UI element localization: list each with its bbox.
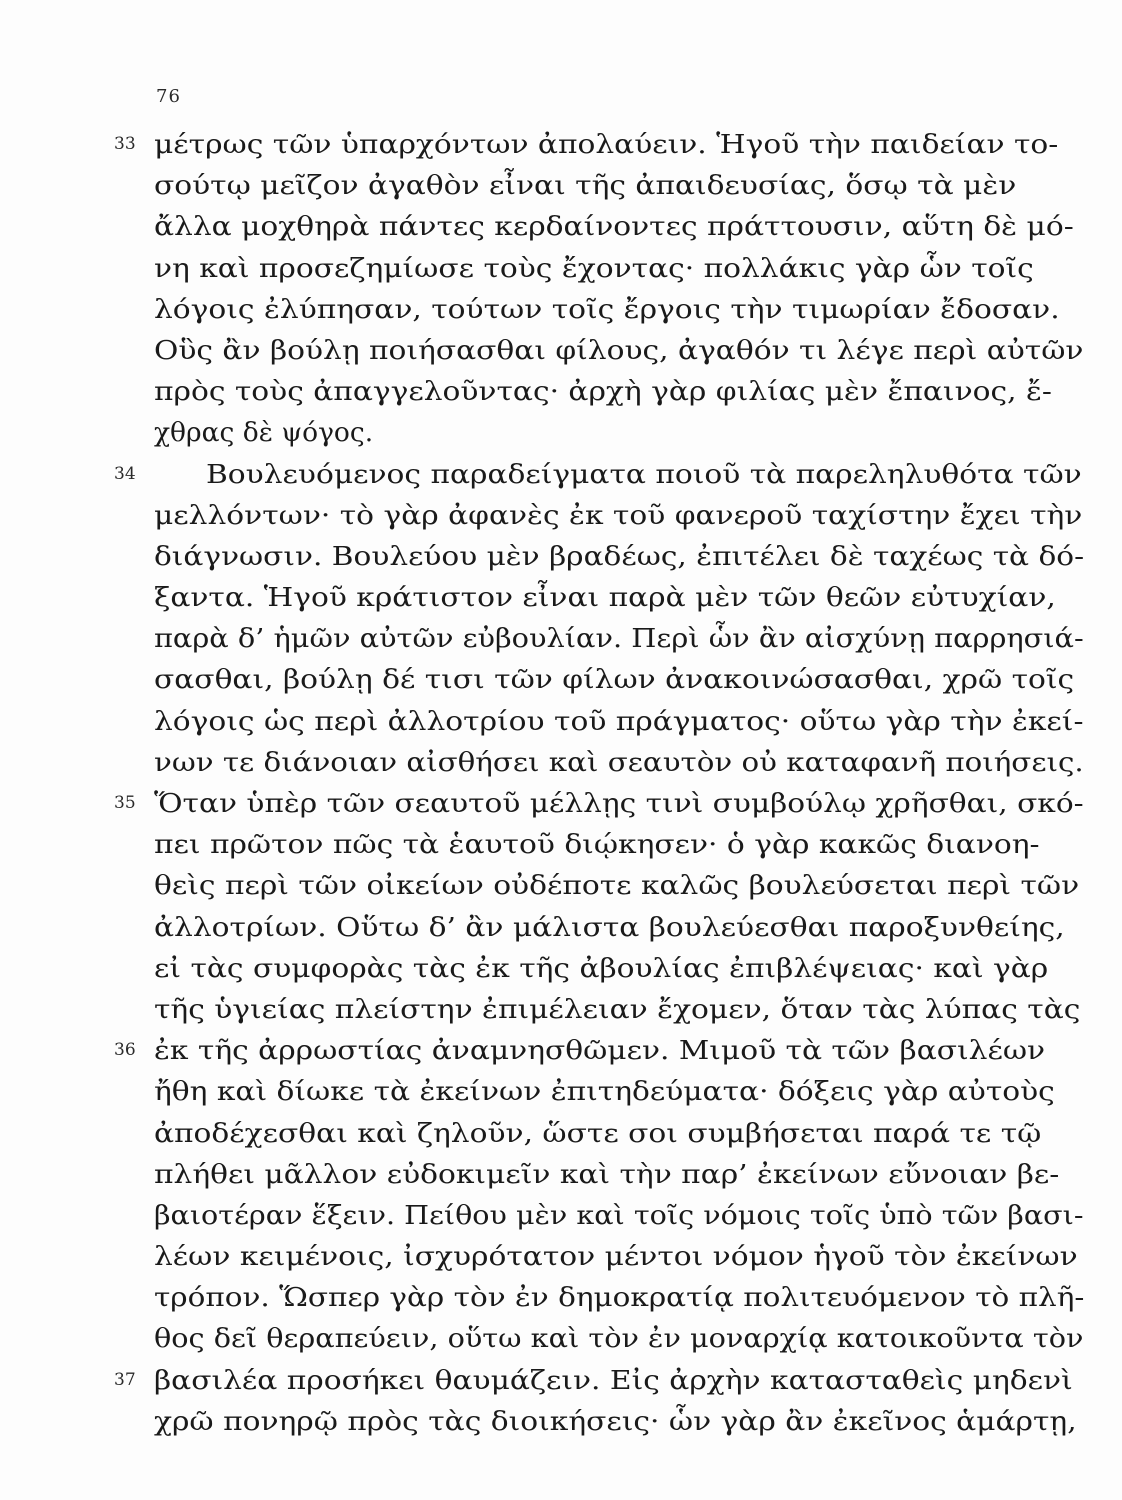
line-text: λόγοις ὡς περὶ ἀλλοτρίου τοῦ πράγματος· οὕτω γὰρ τὴν ἐκεί- [154,705,1084,737]
line-text: εἰ τὰς συμφορὰς τὰς ἐκ τῆς ἀβουλίας ἐπιβλέψειας· καὶ γὰρ [154,952,1049,984]
text-line [154,330,1084,371]
text-line [154,1318,1084,1359]
line-text: χρῶ πονηρῷ πρὸς τὰς διοικήσεις· ὧν γὰρ ἂν ἐκεῖνος ἁμάρτῃ, [154,1405,1077,1437]
line-text: σασθαι, βούλῃ δέ τισι τῶν φίλων ἀνακοινώσασθαι, χρῶ τοῖς [154,664,1075,696]
text-line [154,248,1084,289]
text-line [154,948,1084,989]
line-text: παρὰ δ’ ἡμῶν αὐτῶν εὐβουλίαν. Περὶ ὧν ἂν αἰσχύνῃ παρρησιά- [154,623,1084,655]
page-number: 76 [156,86,181,107]
line-text: Ὅταν ὑπὲρ τῶν σεαυτοῦ μέλλῃς τινὶ συμβούλῳ χρῆσθαι, σκό- [154,788,1084,819]
line-text: Βουλευόμενος παραδείγματα ποιοῦ τὰ παρεληλυθότα τῶν [206,458,1082,490]
line-text: πλήθει μᾶλλον εὐδοκιμεῖν καὶ τὴν παρ’ ἐκείνων εὔνοιαν βε- [154,1158,1060,1190]
section-number: 34 [114,463,136,484]
text-line [114,124,1084,165]
line-text: λόγοις ἐλύπησαν, τούτων τοῖς ἔργοις τὴν τιμωρίαν ἔδοσαν. [154,293,1060,325]
text-line [154,1071,1084,1112]
line-text: ξαντα. Ἡγοῦ κράτιστον εἶναι παρὰ μὲν τῶν θεῶν εὐτυχίαν, [154,582,1056,614]
section-number: 33 [114,134,136,154]
line-text: τρόπον. Ὥσπερ γὰρ τὸν ἐν δημοκρατίᾳ πολιτευόμενον τὸ πλῆ- [154,1282,1085,1314]
line-text: βασιλέα προσήκει θαυμάζειν. Εἰς ἀρχὴν κατασταθεὶς μηδενὶ [154,1364,1073,1396]
text-line [154,1154,1084,1195]
section-number: 37 [114,1369,136,1390]
text-line [154,907,1084,948]
line-text: νων τε διάνοιαν αἰσθήσει καὶ σεαυτὸν οὐ καταφανῆ ποιήσεις. [154,746,1084,778]
line-text: νη καὶ προσεζημίωσε τοὺς ἔχοντας· πολλάκις γὰρ ὧν τοῖς [154,252,1034,284]
line-text: ἤθη καὶ δίωκε τὰ ἐκείνων ἐπιτηδεύματα· δόξεις γὰρ αὐτοὺς [154,1076,1055,1108]
line-text: τῆς ὑγιείας πλείστην ἐπιμέλειαν ἔχομεν, ὅταν τὰς λύπας τὰς [154,993,1081,1025]
line-text: ἐκ τῆς ἀρρωστίας ἀναμνησθῶμεν. Μιμοῦ τὰ τῶν βασιλέων [154,1035,1046,1067]
text-line [154,1277,1084,1318]
text-line [154,289,1084,330]
text-line [154,618,1084,659]
text-line [154,659,1084,700]
line-text: ἀποδέχεσθαι καὶ ζηλοῦν, ὥστε σοι συμβήσεται παρά τε τῷ [154,1117,1042,1149]
text-line [154,1236,1084,1277]
line-text: χθρας δὲ ψόγος. [154,417,374,449]
text-line [114,1030,1084,1071]
text-line [154,1195,1084,1236]
line-text: μέτρως τῶν ὑπαρχόντων ἀπολαύειν. Ἡγοῦ τὴν παιδείαν το- [154,129,1059,160]
greek-text-body [114,124,1085,1442]
text-line [154,165,1084,206]
text-line [154,1113,1084,1154]
text-line [154,495,1084,536]
text-line [154,824,1084,865]
line-text: διάγνωσιν. Βουλεύου μὲν βραδέως, ἐπιτέλει δὲ ταχέως τὰ δό- [154,540,1085,572]
line-text: λέων κειμένοις, ἰσχυρότατον μέντοι νόμον ἡγοῦ τὸν ἐκείνων [154,1241,1078,1273]
text-line [154,577,1084,618]
line-text: θος δεῖ θεραπεύειν, οὕτω καὶ τὸν ἐν μοναρχίᾳ κατοικοῦντα τὸν [154,1323,1084,1355]
text-line [154,536,1084,577]
text-line [154,989,1084,1030]
text-line [154,412,1084,453]
line-text: σούτῳ μεῖζον ἀγαθὸν εἶναι τῆς ἀπαιδευσίας, ὅσῳ τὰ μὲν [154,170,1017,202]
text-line [154,701,1084,742]
text-line [114,783,1084,824]
text-line [154,1401,1084,1442]
line-text: ἀλλοτρίων. Οὕτω δ’ ἂν μάλιστα βουλεύεσθαι παροξυνθείης, [154,911,1065,943]
line-text: πρὸς τοὺς ἀπαγγελοῦντας· ἀρχὴ γὰρ φιλίας μὲν ἔπαινος, ἔ- [154,376,1052,408]
text-line [114,454,1084,495]
line-text: θεὶς περὶ τῶν οἰκείων οὐδέποτε καλῶς βουλεύσεται περὶ τῶν [154,870,1080,902]
text-line [154,865,1084,906]
line-text: πει πρῶτον πῶς τὰ ἑαυτοῦ διῴκησεν· ὁ γὰρ κακῶς διανοη- [154,829,1040,861]
section-number: 35 [114,793,136,813]
line-text: μελλόντων· τὸ γὰρ ἀφανὲς ἐκ τοῦ φανεροῦ ταχίστην ἔχει τὴν [154,499,1083,531]
section-number: 36 [114,1040,136,1061]
text-line [154,742,1084,783]
line-text: Οὓς ἂν βούλῃ ποιήσασθαι φίλους, ἀγαθόν τι λέγε περὶ αὐτῶν [154,334,1084,366]
text-line [114,1360,1084,1401]
line-text: βαιοτέραν ἕξειν. Πείθου μὲν καὶ τοῖς νόμοις τοῖς ὑπὸ τῶν βασι- [154,1199,1084,1231]
text-line [154,206,1084,247]
text-line [154,371,1084,412]
line-text: ἄλλα μοχθηρὰ πάντες κερδαίνοντες πράττουσιν, αὕτη δὲ μό- [154,211,1074,243]
